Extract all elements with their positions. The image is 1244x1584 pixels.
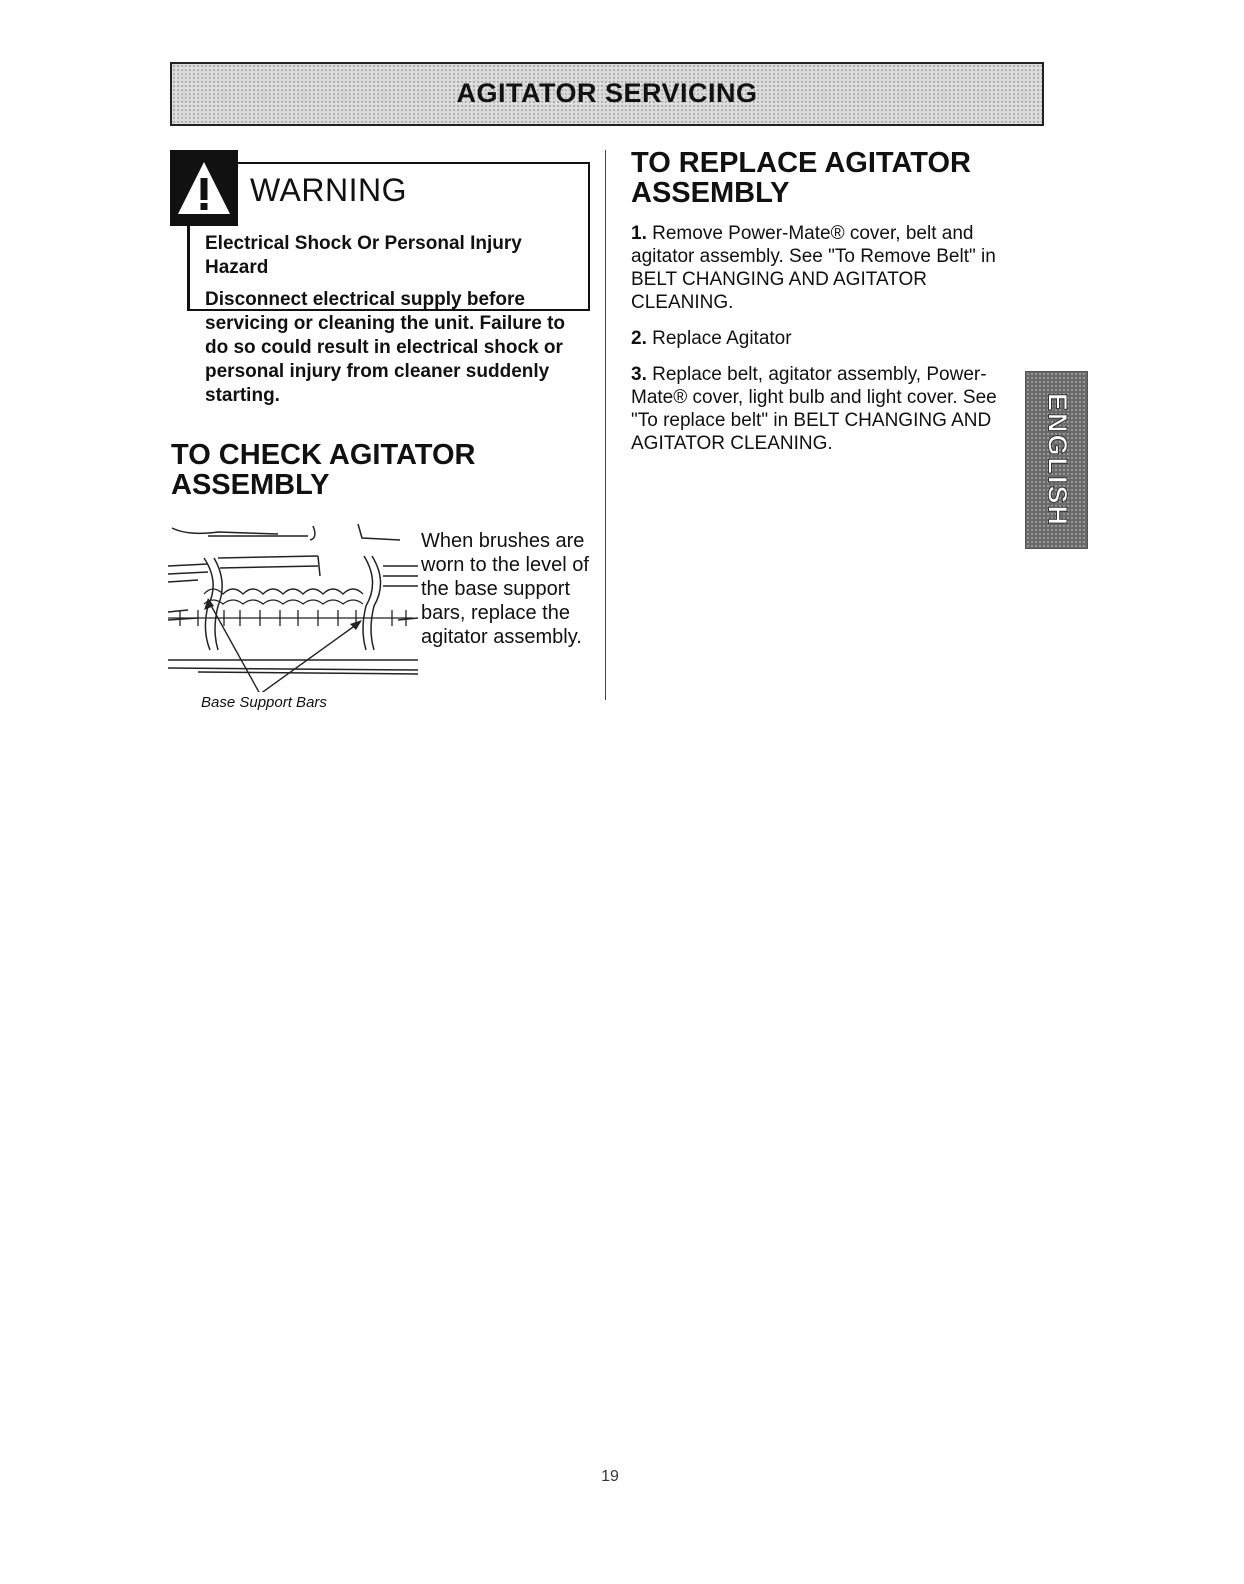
language-tab-label: ENGLISH xyxy=(1042,392,1072,528)
step-text: Replace Agitator xyxy=(652,328,792,349)
step-number: 3. xyxy=(631,364,647,385)
warning-message: Disconnect electrical supply before servicing or cleaning the unit. Failure to do so could result in electrical shock or personal injury from cleaner suddenly starting. xyxy=(205,289,566,406)
section-title-bar xyxy=(170,62,1044,126)
warning-body xyxy=(205,232,583,416)
page-number: 19 xyxy=(601,1468,619,1485)
agitator-brush-figure xyxy=(168,522,418,692)
language-tab xyxy=(1025,371,1088,549)
warning-triangle-icon xyxy=(176,160,232,218)
warning-heading: WARNING xyxy=(250,172,407,208)
step-number: 2. xyxy=(631,328,647,349)
warning-hazard: Electrical Shock Or Personal Injury Hazard xyxy=(205,233,522,278)
step-number: 1. xyxy=(631,223,647,244)
step-text: Replace belt, agitator assembly, Power-Mate® cover, light bulb and light cover. See "To replace belt" in BELT CHANGING AND AGITATOR CLEANING. xyxy=(631,364,997,454)
check-agitator-body: When brushes are worn to the level of the base support bars, replace the agitator assembly. xyxy=(421,530,589,648)
page-title: AGITATOR SERVICING xyxy=(456,78,758,108)
replace-agitator-heading: TO REPLACE AGITATOR ASSEMBLY xyxy=(631,147,971,209)
list-item xyxy=(631,222,1026,314)
figure-caption: Base Support Bars xyxy=(201,694,327,711)
check-agitator-heading: TO CHECK AGITATOR ASSEMBLY xyxy=(171,439,476,501)
column-divider xyxy=(605,150,606,700)
replace-steps-list xyxy=(631,222,1026,468)
warning-box-left-border xyxy=(187,225,190,311)
step-text: Remove Power-Mate® cover, belt and agitator assembly. See "To Remove Belt" in BELT CHANGING AND AGITATOR CLEANING. xyxy=(631,223,996,313)
list-item xyxy=(631,327,1026,350)
list-item xyxy=(631,363,1026,455)
warning-badge xyxy=(170,150,238,226)
